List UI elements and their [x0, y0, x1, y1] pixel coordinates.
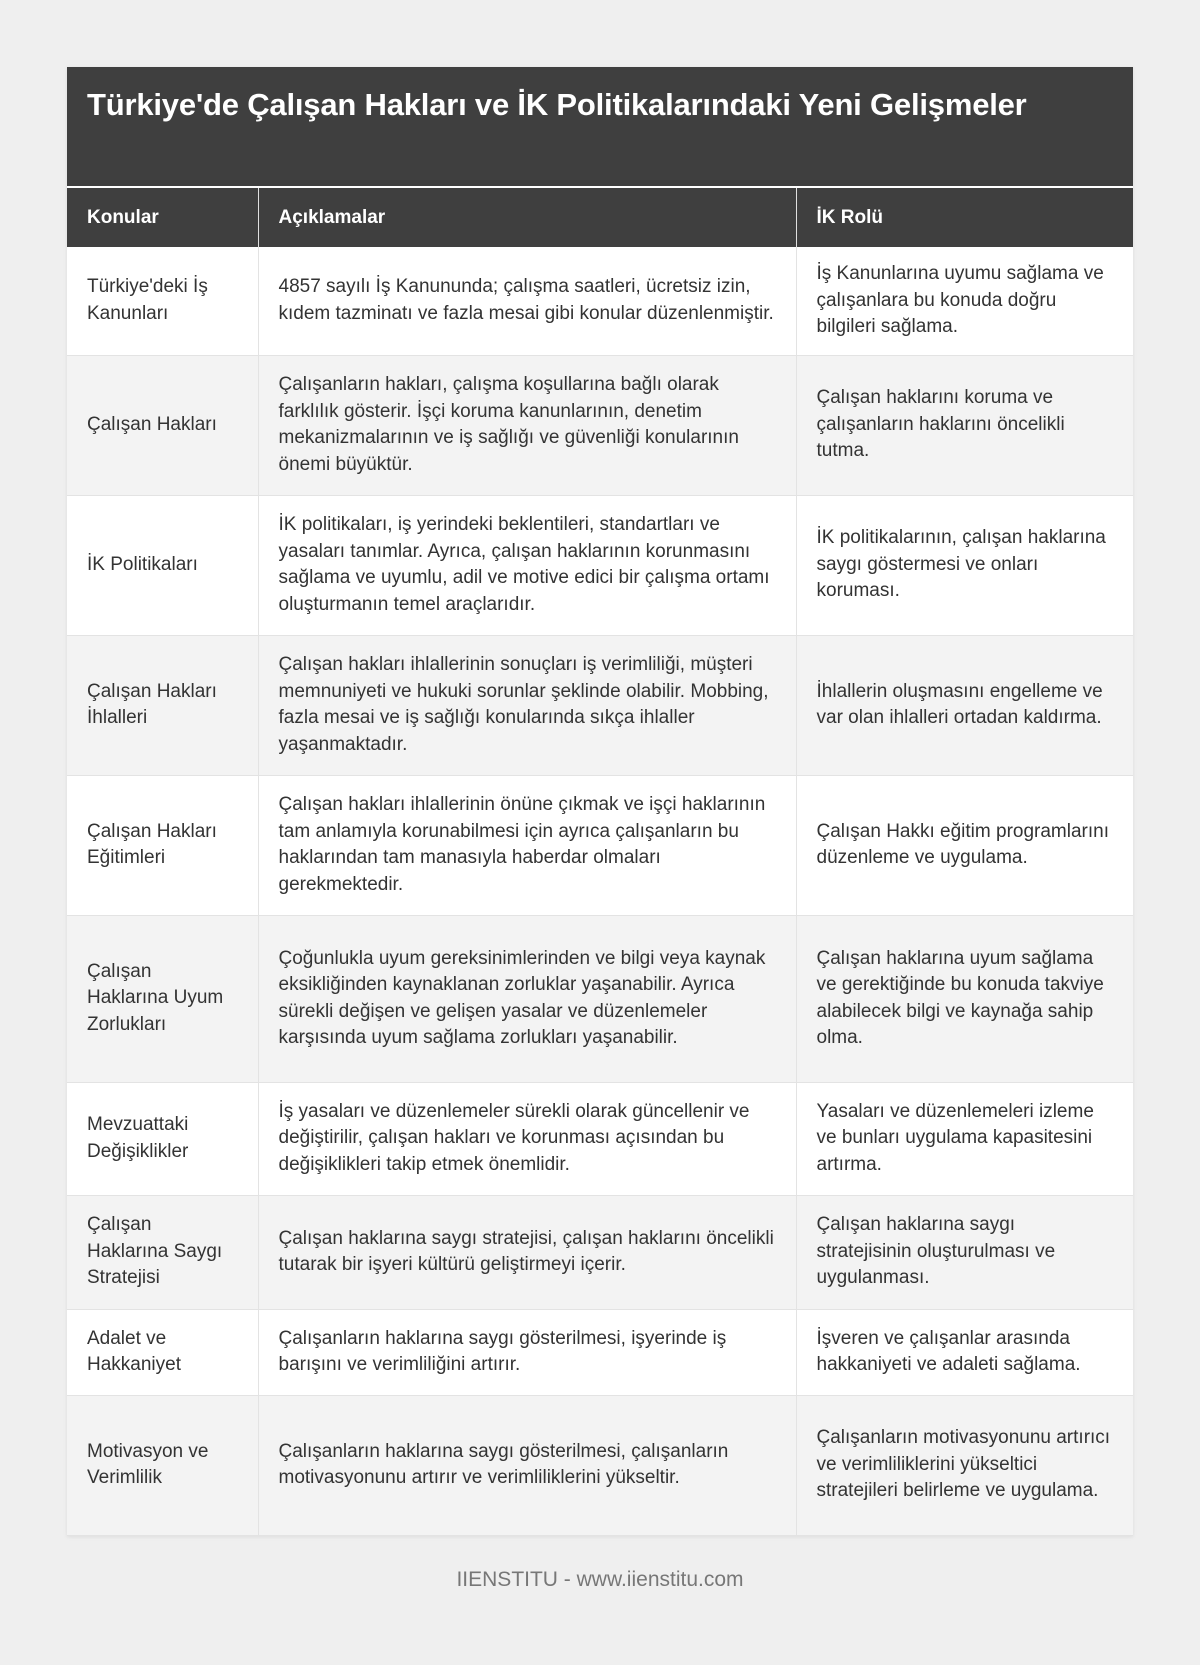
- description-cell: Çalışan hakları ihlallerinin sonuçları iş verimliliği, müşteri memnuniyeti ve hukuki sorunlar şeklinde olabilir. Mobbing, fazla mesai ve iş sağlığı konularında sıkça ihlaller yaşanmaktadır.: [258, 635, 796, 775]
- hr-role-cell: Yasaları ve düzenlemeleri izleme ve bunları uygulama kapasitesini artırma.: [796, 1082, 1133, 1195]
- title-bar: [67, 67, 1133, 188]
- column-header-aciklamalar: Açıklamalar: [258, 188, 796, 247]
- column-header-ik-rolu: İK Rolü: [796, 188, 1133, 247]
- hr-role-cell: İhlallerin oluşmasını engelleme ve var olan ihlalleri ortadan kaldırma.: [796, 635, 1133, 775]
- table-row: [67, 1309, 1133, 1395]
- table-header-row: [67, 188, 1133, 247]
- hr-role-cell: Çalışan haklarına saygı stratejisinin oluşturulması ve uygulanması.: [796, 1195, 1133, 1309]
- hr-role-cell: Çalışanların motivasyonunu artırıcı ve verimliliklerini yükseltici stratejileri belirleme ve uygulama.: [796, 1395, 1133, 1535]
- description-cell: 4857 sayılı İş Kanununda; çalışma saatleri, ücretsiz izin, kıdem tazminatı ve fazla mesai gibi konular düzenlenmiştir.: [258, 247, 796, 355]
- topic-cell: İK Politikaları: [67, 495, 258, 635]
- table-row: [67, 635, 1133, 775]
- data-table: [67, 188, 1133, 1536]
- topic-cell: Adalet ve Hakkaniyet: [67, 1309, 258, 1395]
- hr-role-cell: Çalışan haklarına uyum sağlama ve gerektiğinde bu konuda takviye alabilecek bilgi ve kaynağa sahip olma.: [796, 915, 1133, 1082]
- table-row: [67, 1195, 1133, 1309]
- table-row: [67, 775, 1133, 915]
- hr-role-cell: İş Kanunlarına uyumu sağlama ve çalışanlara bu konuda doğru bilgileri sağlama.: [796, 247, 1133, 355]
- topic-cell: Çalışan Haklarına Uyum Zorlukları: [67, 915, 258, 1082]
- hr-role-cell: Çalışan haklarını koruma ve çalışanların haklarını öncelikli tutma.: [796, 355, 1133, 495]
- description-cell: Çoğunlukla uyum gereksinimlerinden ve bilgi veya kaynak eksikliğinden kaynaklanan zorluklar yaşanabilir. Ayrıca sürekli değişen ve gelişen yasalar ve düzenlemeler karşısında uyum sağlama zorlukları yaşanabilir.: [258, 915, 796, 1082]
- table-row: [67, 1395, 1133, 1535]
- table-row: [67, 915, 1133, 1082]
- column-header-konular: Konular: [67, 188, 258, 247]
- description-cell: Çalışanların hakları, çalışma koşullarına bağlı olarak farklılık gösterir. İşçi koruma kanunlarının, denetim mekanizmalarının ve iş sağlığı ve güvenliği konularının önemi büyüktür.: [258, 355, 796, 495]
- table-row: [67, 355, 1133, 495]
- topic-cell: Mevzuattaki Değişiklikler: [67, 1082, 258, 1195]
- description-cell: İK politikaları, iş yerindeki beklentileri, standartları ve yasaları tanımlar. Ayrıca, çalışan haklarının korunmasını sağlama ve uyumlu, adil ve motive edici bir çalışma ortamı oluşturmanın temel araçlarıdır.: [258, 495, 796, 635]
- topic-cell: Çalışan Hakları: [67, 355, 258, 495]
- hr-role-cell: İşveren ve çalışanlar arasında hakkaniyeti ve adaleti sağlama.: [796, 1309, 1133, 1395]
- topic-cell: Türkiye'deki İş Kanunları: [67, 247, 258, 355]
- topic-cell: Motivasyon ve Verimlilik: [67, 1395, 258, 1535]
- hr-role-cell: Çalışan Hakkı eğitim programlarını düzenleme ve uygulama.: [796, 775, 1133, 915]
- topic-cell: Çalışan Hakları İhlalleri: [67, 635, 258, 775]
- page-title: Türkiye'de Çalışan Hakları ve İK Politikalarındaki Yeni Gelişmeler: [87, 87, 1027, 122]
- description-cell: Çalışanların haklarına saygı gösterilmesi, işyerinde iş barışını ve verimliliğini artırır.: [258, 1309, 796, 1395]
- footer-credit: IIENSTITU - www.iienstitu.com: [456, 1568, 744, 1591]
- table-row: [67, 247, 1133, 355]
- topic-cell: Çalışan Hakları Eğitimleri: [67, 775, 258, 915]
- table-card: [67, 67, 1133, 1536]
- hr-role-cell: İK politikalarının, çalışan haklarına saygı göstermesi ve onları koruması.: [796, 495, 1133, 635]
- description-cell: Çalışan haklarına saygı stratejisi, çalışan haklarını öncelikli tutarak bir işyeri kültürü geliştirmeyi içerir.: [258, 1195, 796, 1309]
- description-cell: İş yasaları ve düzenlemeler sürekli olarak güncellenir ve değiştirilir, çalışan hakları ve korunması açısından bu değişiklikleri takip etmek önemlidir.: [258, 1082, 796, 1195]
- description-cell: Çalışan hakları ihlallerinin önüne çıkmak ve işçi haklarının tam anlamıyla korunabilmesi için ayrıca çalışanların bu haklarından tam manasıyla haberdar olmaları gerekmektedir.: [258, 775, 796, 915]
- table-row: [67, 1082, 1133, 1195]
- table-row: [67, 495, 1133, 635]
- description-cell: Çalışanların haklarına saygı gösterilmesi, çalışanların motivasyonunu artırır ve verimliliklerini yükseltir.: [258, 1395, 796, 1535]
- topic-cell: Çalışan Haklarına Saygı Stratejisi: [67, 1195, 258, 1309]
